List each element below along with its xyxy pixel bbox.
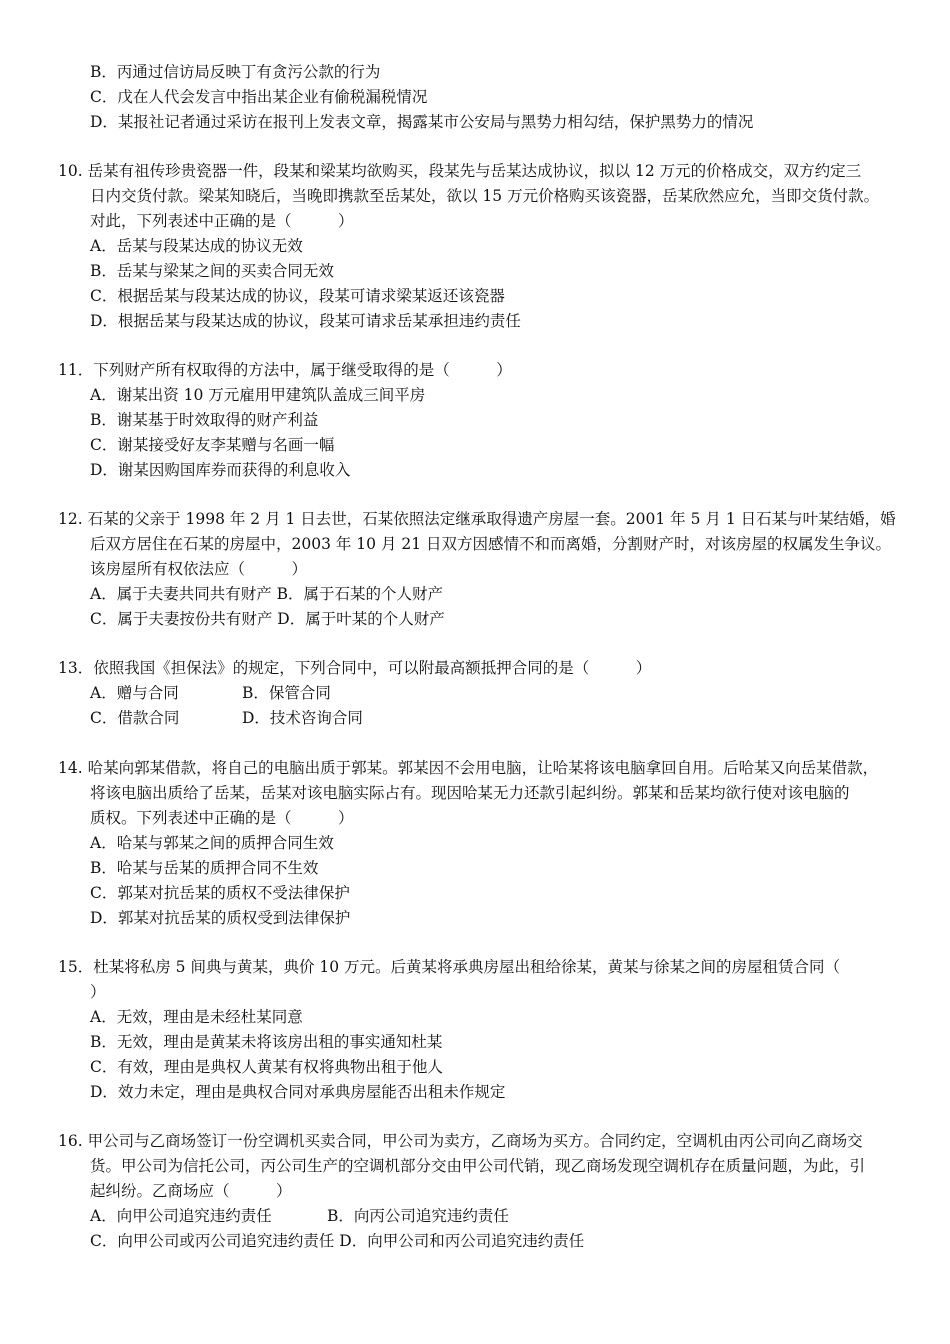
option-line: B．丙通过信访局反映丁有贪污公款的行为 <box>90 63 381 81</box>
option-d: D．根据岳某与段某达成的协议，段某可请求岳某承担违约责任 <box>90 312 521 330</box>
question-stem: 15．杜某将私房 5 间典与黄某，典价 10 万元。后黄某将承典房屋出租给徐某，黄某与徐某之间的房屋租赁合同（ <box>58 958 841 976</box>
question-stem: 13．依照我国《担保法》的规定，下列合同中，可以附最高额抵押合同的是（ ） <box>58 659 652 677</box>
option-a: A．岳某与段某达成的协议无效 <box>90 237 303 255</box>
question-stem: 对此，下列表述中正确的是（ ） <box>90 212 354 230</box>
option-a: A．谢某出资 10 万元雇用甲建筑队盖成三间平房 <box>90 386 426 404</box>
option-cd: C．向甲公司或丙公司追究违约责任 D．向甲公司和丙公司追究违约责任 <box>90 1232 585 1250</box>
question-stem: 12. 石某的父亲于 1998 年 2 月 1 日去世，石某依照法定继承取得遗产房屋一套。2001 年 5 月 1 日石某与叶某结婚，婚 <box>58 510 896 528</box>
question-stem: 16. 甲公司与乙商场签订一份空调机买卖合同，甲公司为卖方，乙商场为买方。合同约定，空调机由丙公司向乙商场交 <box>58 1132 863 1150</box>
question-stem: 11．下列财产所有权取得的方法中，属于继受取得的是（ ） <box>58 361 512 379</box>
option-d: D．技术咨询合同 <box>242 709 363 727</box>
option-a: A．哈某与郭某之间的质押合同生效 <box>90 834 334 852</box>
option-cd: C．属于夫妻按份共有财产 D．属于叶某的个人财产 <box>90 610 445 628</box>
option-line: D．某报社记者通过采访在报刊上发表文章，揭露某市公安局与黑势力相勾结，保护黑势力的情况 <box>90 113 754 131</box>
question-stem: 后双方居住在石某的房屋中，2003 年 10 月 21 日双方因感情不和而离婚，分割财产时，对该房屋的权属发生争议。 <box>90 535 892 553</box>
option-b: B．向丙公司追究违约责任 <box>327 1207 509 1225</box>
option-b: B．哈某与岳某的质押合同不生效 <box>90 859 319 877</box>
option-b: B．岳某与梁某之间的买卖合同无效 <box>90 262 334 280</box>
option-d: D．效力未定，理由是典权合同对承典房屋能否出租未作规定 <box>90 1083 506 1101</box>
option-d: D．谢某因购国库券而获得的利息收入 <box>90 461 351 479</box>
option-b: B．谢某基于时效取得的财产利益 <box>90 411 319 429</box>
option-a: A．无效，理由是未经杜某同意 <box>90 1008 303 1026</box>
option-ab: A．属于夫妻共同共有财产 B．属于石某的个人财产 <box>90 585 444 603</box>
question-stem: 将该电脑出质给了岳某，岳某对该电脑实际占有。现因哈某无力还款引起纠纷。郭某和岳某均欲行使对该电脑的 <box>90 784 850 802</box>
question-stem: 10. 岳某有祖传珍贵瓷器一件，段某和梁某均欲购买，段某先与岳某达成协议，拟以 12 万元的价格成交，双方约定三 <box>58 162 862 180</box>
option-b: B．保管合同 <box>242 684 331 702</box>
question-stem: 质权。下列表述中正确的是（ ） <box>90 809 354 827</box>
option-d: D．郭某对抗岳某的质权受到法律保护 <box>90 909 351 927</box>
question-stem: 日内交货付款。梁某知晓后，当晚即携款至岳某处，欲以 15 万元价格购买该瓷器，岳某欣然应允，当即交货付款。 <box>90 187 880 205</box>
option-line: C．戊在人代会发言中指出某企业有偷税漏税情况 <box>90 88 428 106</box>
option-c: C．谢某接受好友李某赠与名画一幅 <box>90 436 335 454</box>
question-stem: 起纠纷。乙商场应（ ） <box>90 1182 292 1200</box>
question-stem: ） <box>90 983 106 1001</box>
question-stem: 货。甲公司为信托公司，丙公司生产的空调机部分交由甲公司代销，现乙商场发现空调机存在质量问题，为此，引 <box>90 1157 866 1175</box>
option-c: C．有效，理由是典权人黄某有权将典物出租于他人 <box>90 1058 443 1076</box>
option-b: B．无效，理由是黄某未将该房出租的事实通知杜某 <box>90 1033 443 1051</box>
option-c: C．根据岳某与段某达成的协议，段某可请求梁某返还该瓷器 <box>90 287 505 305</box>
option-a: A．赠与合同 <box>90 684 179 702</box>
option-c: C．借款合同 <box>90 709 180 727</box>
question-stem: 该房屋所有权依法应（ ） <box>90 560 308 578</box>
option-a: A．向甲公司追究违约责任 <box>90 1207 272 1225</box>
question-stem: 14. 哈某向郭某借款，将自己的电脑出质于郭某。郭某因不会用电脑，让哈某将该电脑拿回自用。后哈某又向岳某借款， <box>58 759 879 777</box>
option-c: C．郭某对抗岳某的质权不受法律保护 <box>90 884 350 902</box>
